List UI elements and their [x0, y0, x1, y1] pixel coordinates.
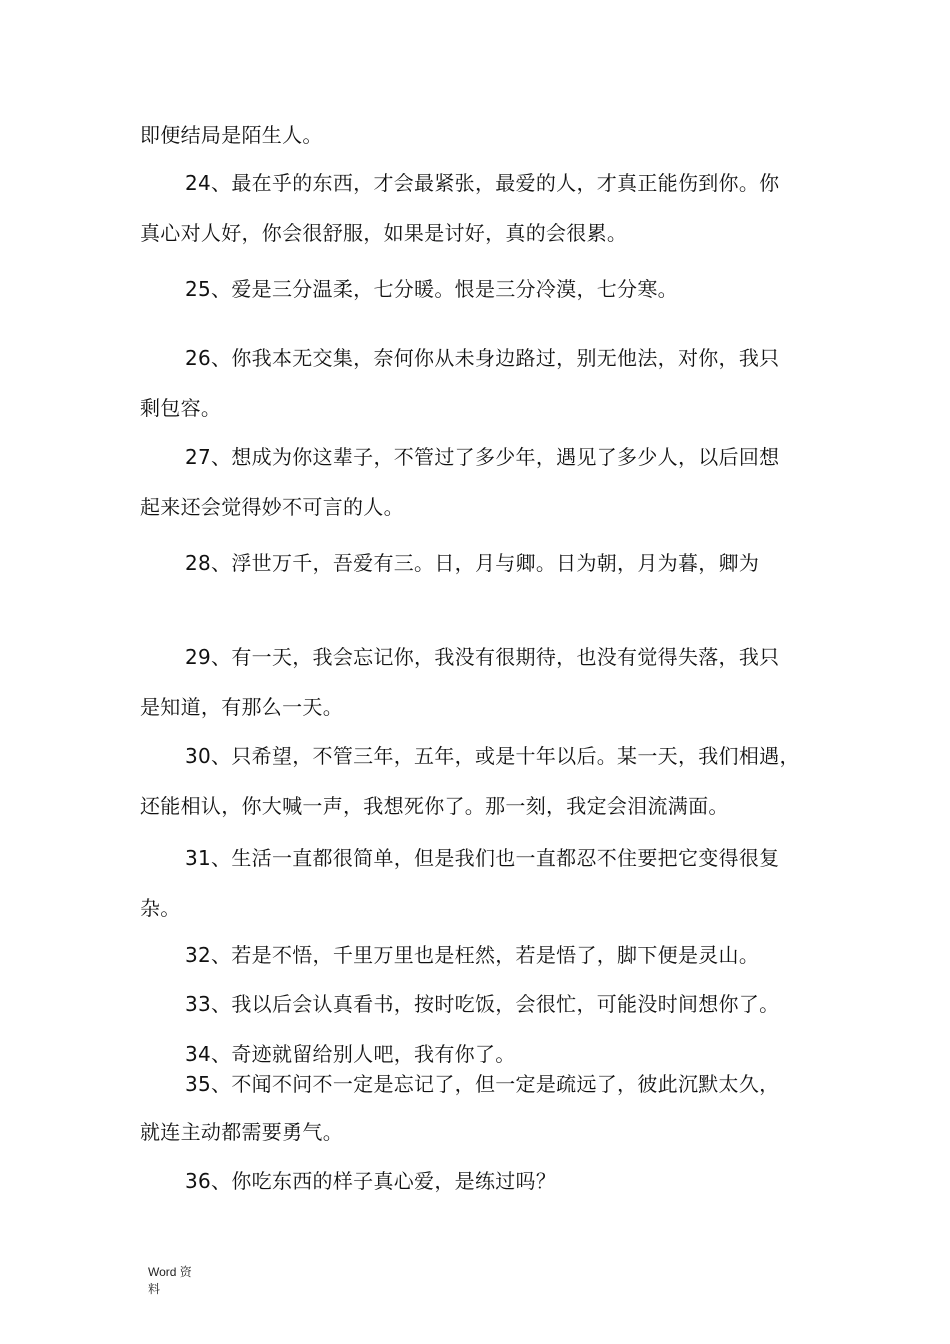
text-line: 32、若是不悟，千里万里也是枉然，若是悟了，脚下便是灵山。 — [185, 943, 760, 967]
text-line: 还能相认，你大喊一声，我想死你了。那一刻，我定会泪流满面。 — [140, 794, 729, 818]
text-line: 真心对人好，你会很舒服，如果是讨好，真的会很累。 — [140, 221, 628, 245]
text-line: 34、奇迹就留给别人吧，我有你了。 — [185, 1042, 516, 1066]
text-line: 27、想成为你这辈子，不管过了多少年，遇见了多少人，以后回想 — [185, 445, 780, 469]
text-line: 26、你我本无交集，奈何你从未身边路过，别无他法，对你，我只 — [185, 346, 780, 370]
footer-line: Word 资 — [148, 1265, 192, 1279]
text-line: 25、爱是三分温柔，七分暖。恨是三分冷漠，七分寒。 — [185, 277, 678, 301]
text-line: 是知道，有那么一天。 — [140, 695, 343, 719]
text-line: 33、我以后会认真看书，按时吃饭，会很忙，可能没时间想你了。 — [185, 992, 780, 1016]
text-line: 36、你吃东西的样子真心爱，是练过吗？ — [185, 1169, 557, 1193]
text-line: 起来还会觉得妙不可言的人。 — [140, 495, 404, 519]
text-line: 就连主动都需要勇气。 — [140, 1120, 343, 1144]
text-line: 31、生活一直都很简单，但是我们也一直都忍不住要把它变得很复 — [185, 846, 780, 870]
footer-line: 料 — [148, 1282, 161, 1296]
text-line: 杂。 — [140, 896, 181, 920]
text-line: 24、最在乎的东西，才会最紧张，最爱的人，才真正能伤到你。你 — [185, 171, 780, 195]
text-line: 即便结局是陌生人。 — [140, 123, 323, 147]
text-line: 28、浮世万千，吾爱有三。日，月与卿。日为朝，月为暮，卿为 — [185, 551, 760, 575]
text-line: 30、只希望，不管三年，五年，或是十年以后。某一天，我们相遇， — [185, 744, 800, 768]
text-line: 29、有一天，我会忘记你，我没有很期待，也没有觉得失落，我只 — [185, 645, 780, 669]
text-line: 剩包容。 — [140, 396, 222, 420]
page-footer — [148, 1264, 192, 1298]
text-line: 35、不闻不问不一定是忘记了，但一定是疏远了，彼此沉默太久， — [185, 1072, 780, 1096]
